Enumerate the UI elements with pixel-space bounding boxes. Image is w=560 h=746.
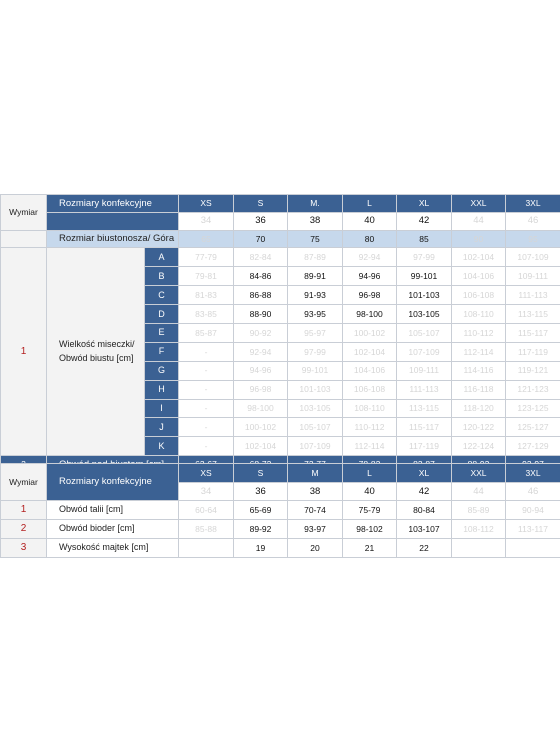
bra-size-5: 90	[452, 230, 506, 248]
bust-range: 102-104	[452, 248, 506, 267]
size-4: XL	[397, 464, 452, 483]
measurement-value: 80-84	[397, 501, 452, 520]
eu-size-6: 46	[506, 212, 560, 230]
bust-range: 111-113	[506, 286, 560, 305]
bust-range: 94-96	[343, 267, 397, 286]
bust-range: 119-121	[506, 361, 560, 380]
bust-range: 99-101	[397, 267, 452, 286]
bust-range: 105-107	[397, 323, 452, 342]
size-5: XXL	[452, 464, 506, 483]
bust-range: 115-117	[506, 323, 560, 342]
bust-range: -	[179, 342, 234, 361]
measurement-value: 98-102	[343, 520, 397, 539]
bust-range: 91-93	[288, 286, 343, 305]
size-6: 3XL	[506, 464, 560, 483]
bust-range: 102-104	[234, 437, 288, 456]
eu-size-4: 42	[397, 212, 452, 230]
bust-range: 88-90	[234, 305, 288, 324]
measurement-value: 90-94	[506, 501, 560, 520]
bust-range: 106-108	[343, 380, 397, 399]
cup-letter: A	[145, 248, 179, 267]
bust-range: 109-111	[506, 267, 560, 286]
cup-letter: J	[145, 418, 179, 437]
bust-range: -	[179, 399, 234, 418]
bust-range: 99-101	[288, 361, 343, 380]
size-2: M.	[288, 195, 343, 213]
size-letter-row	[1, 464, 560, 483]
bust-range: 100-102	[234, 418, 288, 437]
size-letter-row	[1, 195, 560, 213]
bust-range: 97-99	[397, 248, 452, 267]
size-0: XS	[179, 464, 234, 483]
bust-range: 116-118	[452, 380, 506, 399]
eu-label-spacer	[47, 212, 179, 230]
bust-range: 118-120	[452, 399, 506, 418]
bust-range: 81-83	[179, 286, 234, 305]
cup-letter: C	[145, 286, 179, 305]
bust-range: 115-117	[397, 418, 452, 437]
cup-letter: K	[145, 437, 179, 456]
bust-range: -	[179, 361, 234, 380]
eu-size-5: 44	[452, 212, 506, 230]
eu-size-0: 34	[179, 482, 234, 501]
bust-range: -	[179, 437, 234, 456]
size-5: XXL	[452, 195, 506, 213]
cup-letter: F	[145, 342, 179, 361]
row-number: 2	[1, 520, 47, 539]
bust-range: 120-122	[452, 418, 506, 437]
bust-range: 98-100	[343, 305, 397, 324]
measurement-value	[179, 539, 234, 558]
measurement-value: 22	[397, 539, 452, 558]
bust-range: 90-92	[234, 323, 288, 342]
bust-range: 110-112	[343, 418, 397, 437]
bust-range: 77-79	[179, 248, 234, 267]
row-label: Obwód talii [cm]	[47, 501, 179, 520]
cup-letter: E	[145, 323, 179, 342]
bust-range: 83-85	[179, 305, 234, 324]
measurement-row	[1, 501, 560, 520]
eu-size-6: 46	[506, 482, 560, 501]
bust-range: 112-114	[343, 437, 397, 456]
bust-range: 98-100	[234, 399, 288, 418]
eu-size-4: 42	[397, 482, 452, 501]
bust-range: 101-103	[397, 286, 452, 305]
bust-range: 107-109	[506, 248, 560, 267]
measurement-value: 113-117	[506, 520, 560, 539]
measurement-value: 70-74	[288, 501, 343, 520]
bust-range: 111-113	[397, 380, 452, 399]
size-1: S	[234, 464, 288, 483]
bust-range: 87-89	[288, 248, 343, 267]
bust-range: 96-98	[234, 380, 288, 399]
sizes-header-label: Rozmiary konfekcyjne	[47, 195, 179, 213]
bust-range: 114-116	[452, 361, 506, 380]
bust-range: 101-103	[288, 380, 343, 399]
measurement-value: 85-89	[452, 501, 506, 520]
bra-size-4: 85	[397, 230, 452, 248]
row-label: Obwód bioder [cm]	[47, 520, 179, 539]
cup-row	[1, 248, 560, 267]
bust-range: 92-94	[343, 248, 397, 267]
bra-size-table	[0, 194, 560, 474]
bra-spacer	[1, 230, 47, 248]
bust-range: 97-99	[288, 342, 343, 361]
bust-range: 108-110	[452, 305, 506, 324]
bust-range: 112-114	[452, 342, 506, 361]
bra-size-0: 65	[179, 230, 234, 248]
eu-size-row	[1, 212, 560, 230]
bust-range: 117-119	[397, 437, 452, 456]
sizes-header-label: Rozmiary konfekcyjne	[47, 464, 179, 501]
wymiar-label: Wymiar	[1, 464, 47, 501]
bust-range: 84-86	[234, 267, 288, 286]
bust-range: 86-88	[234, 286, 288, 305]
measurement-value: 85-88	[179, 520, 234, 539]
bust-range: 122-124	[452, 437, 506, 456]
measurement-value: 89-92	[234, 520, 288, 539]
bra-size-label: Rozmiar biustonosza/ Góra	[47, 230, 179, 248]
measurement-value: 65-69	[234, 501, 288, 520]
bra-size-2: 75	[288, 230, 343, 248]
bust-range: 95-97	[288, 323, 343, 342]
bra-size-1: 70	[234, 230, 288, 248]
bust-range: 105-107	[288, 418, 343, 437]
measurement-value: 60-64	[179, 501, 234, 520]
measurement-value	[506, 539, 560, 558]
bust-range: 104-106	[343, 361, 397, 380]
bust-range: 107-109	[397, 342, 452, 361]
bra-size-6: 95	[506, 230, 560, 248]
measurement-row	[1, 520, 560, 539]
size-0: XS	[179, 195, 234, 213]
row-number: 3	[1, 539, 47, 558]
measurement-value	[452, 539, 506, 558]
bust-range: 85-87	[179, 323, 234, 342]
eu-size-3: 40	[343, 482, 397, 501]
eu-size-1: 36	[234, 482, 288, 501]
bust-range: -	[179, 418, 234, 437]
bust-range: 117-119	[506, 342, 560, 361]
bra-size-row	[1, 230, 560, 248]
measurement-value: 93-97	[288, 520, 343, 539]
measurement-value: 75-79	[343, 501, 397, 520]
eu-size-3: 40	[343, 212, 397, 230]
size-4: XL	[397, 195, 452, 213]
bust-range: 93-95	[288, 305, 343, 324]
cup-letter: G	[145, 361, 179, 380]
eu-size-2: 38	[288, 212, 343, 230]
measurement-value: 103-107	[397, 520, 452, 539]
brief-size-table	[0, 463, 560, 558]
bust-range: 121-123	[506, 380, 560, 399]
bust-range: 106-108	[452, 286, 506, 305]
bust-range: 109-111	[397, 361, 452, 380]
cup-bust-label: Wielkość miseczki/ Obwód biustu [cm]	[47, 248, 145, 456]
bust-range: 103-105	[288, 399, 343, 418]
bra-size-3: 80	[343, 230, 397, 248]
bust-range: 113-115	[506, 305, 560, 324]
size-6: 3XL	[506, 195, 560, 213]
bust-range: 127-129	[506, 437, 560, 456]
bust-range: -	[179, 380, 234, 399]
measurement-value: 20	[288, 539, 343, 558]
eu-size-0: 34	[179, 212, 234, 230]
bust-range: 103-105	[397, 305, 452, 324]
measurement-value: 21	[343, 539, 397, 558]
bust-range: 104-106	[452, 267, 506, 286]
cup-letter: H	[145, 380, 179, 399]
row-label: Wysokość majtek [cm]	[47, 539, 179, 558]
bust-range: 102-104	[343, 342, 397, 361]
bust-range: 110-112	[452, 323, 506, 342]
eu-size-2: 38	[288, 482, 343, 501]
bust-range: 113-115	[397, 399, 452, 418]
bust-range: 125-127	[506, 418, 560, 437]
bust-range: 82-84	[234, 248, 288, 267]
measurement-value: 19	[234, 539, 288, 558]
bust-range: 79-81	[179, 267, 234, 286]
row-number: 1	[1, 501, 47, 520]
bust-range: 107-109	[288, 437, 343, 456]
cup-letter: B	[145, 267, 179, 286]
size-2: M	[288, 464, 343, 483]
size-1: S	[234, 195, 288, 213]
bust-range: 92-94	[234, 342, 288, 361]
wymiar-label: Wymiar	[1, 195, 47, 231]
section-number: 1	[1, 248, 47, 456]
eu-size-5: 44	[452, 482, 506, 501]
eu-size-1: 36	[234, 212, 288, 230]
bust-range: 108-110	[343, 399, 397, 418]
cup-letter: I	[145, 399, 179, 418]
bust-range: 89-91	[288, 267, 343, 286]
bust-range: 96-98	[343, 286, 397, 305]
bust-range: 100-102	[343, 323, 397, 342]
cup-letter: D	[145, 305, 179, 324]
bust-range: 123-125	[506, 399, 560, 418]
size-3: L	[343, 195, 397, 213]
size-3: L	[343, 464, 397, 483]
bust-range: 94-96	[234, 361, 288, 380]
measurement-value: 108-112	[452, 520, 506, 539]
measurement-row	[1, 539, 560, 558]
